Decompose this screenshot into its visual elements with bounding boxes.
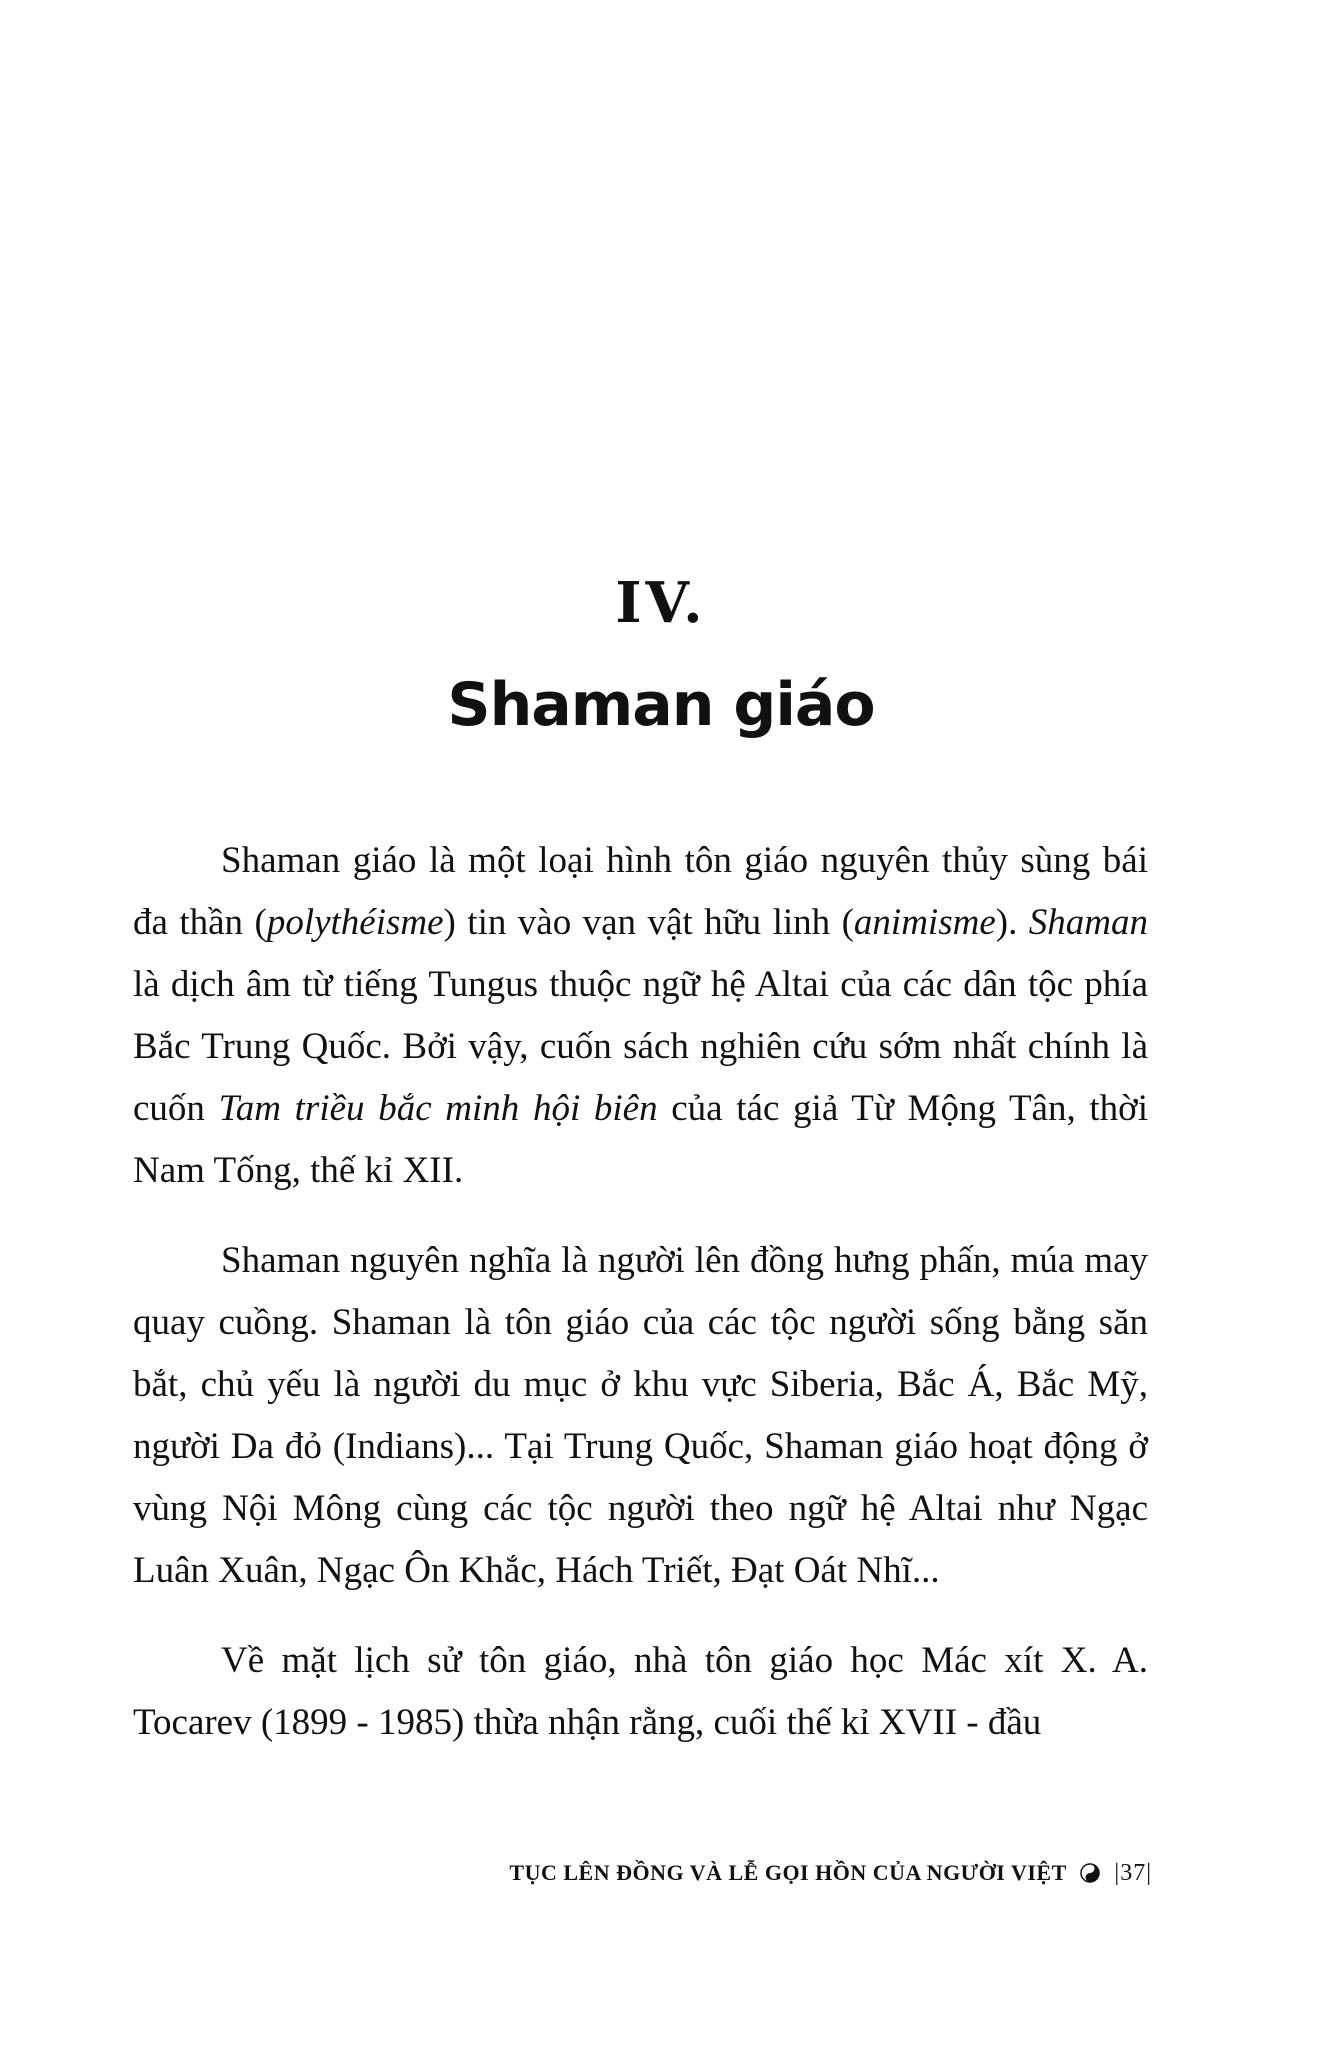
- page-number: |37|: [1114, 1860, 1152, 1886]
- running-footer-title: TỤC LÊN ĐỒNG VÀ LỄ GỌI HỒN CỦA NGƯỜI VIỆT: [509, 1860, 1067, 1885]
- text-segment: Về mặt lịch sử tôn giáo, nhà tôn giáo học Mác xít X. A. Tocarev (1899 - 1985) thừa nhận rằng, cuối thế kỉ XVII - đầu: [133, 1640, 1148, 1743]
- page-number-value: 37: [1120, 1860, 1147, 1886]
- paragraph: [133, 1230, 1148, 1602]
- text-segment: ) tin vào vạn vật hữu linh (: [443, 902, 854, 943]
- text-segment: Shaman giáo là một loại hình tôn giáo nguyên thủy sùng bái đa thần (: [133, 840, 1148, 943]
- body-text: [133, 830, 1148, 1782]
- italic-term: Shaman: [1028, 902, 1148, 943]
- italic-term: animisme: [853, 902, 996, 943]
- yin-yang-icon: [1080, 1863, 1100, 1883]
- italic-term: polythéisme: [266, 902, 444, 943]
- running-footer: [0, 1860, 1152, 1887]
- paragraph: [133, 830, 1148, 1202]
- paragraph: [133, 1630, 1148, 1754]
- text-segment: là dịch âm từ tiếng Tungus thuộc ngữ hệ Altai của các dân tộc phía Bắc Trung Quốc. Bởi vậy, cuốn sách nghiên cứu sớm nhất chính là cuốn: [133, 964, 1148, 1129]
- chapter-title: Shaman giáo: [447, 670, 875, 740]
- text-segment: Shaman nguyên nghĩa là người lên đồng hưng phấn, múa may quay cuồng. Shaman là tôn giáo của các tộc người sống bằng săn bắt, chủ yếu là người du mục ở khu vực Siberia, Bắc Á, Bắc Mỹ, người Da đỏ (Indians)... Tại Trung Quốc, Shaman giáo hoạt động ở vùng Nội Mông cùng các tộc người theo ngữ hệ Altai như Ngạc Luân Xuân, Ngạc Ôn Khắc, Hách Triết, Đạt Oát Nhĩ...: [133, 1240, 1148, 1591]
- italic-term: Tam triều bắc minh hội biên: [218, 1088, 658, 1129]
- text-segment: ).: [995, 902, 1029, 943]
- text-segment: của tác giả Từ Mộng Tân, thời Nam Tống, thế kỉ XII.: [133, 1088, 1148, 1191]
- chapter-number: IV.: [615, 570, 707, 636]
